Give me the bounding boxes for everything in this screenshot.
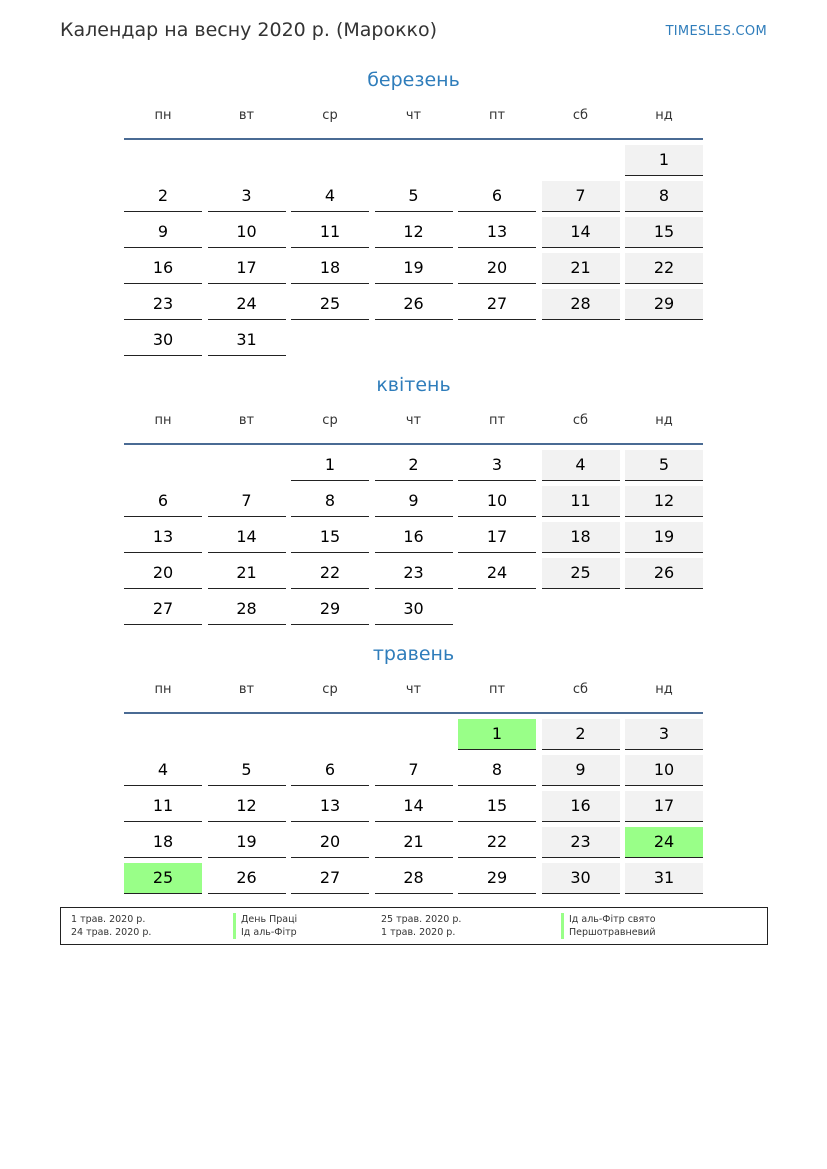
empty-day-cell [208, 145, 286, 176]
weekday-header [124, 678, 703, 712]
empty-day-cell [291, 145, 369, 176]
empty-day-cell [124, 450, 202, 481]
day-cell: 26 [208, 863, 286, 894]
weekday-label: пт [488, 108, 506, 123]
day-cell: 19 [375, 253, 453, 284]
weekday-label: чт [405, 413, 422, 428]
weekday-label: ср [322, 108, 338, 123]
header-divider [124, 712, 703, 714]
day-cell: 30 [542, 863, 620, 894]
day-cell: 11 [542, 486, 620, 517]
day-cell: 2 [375, 450, 453, 481]
day-cell: 22 [458, 827, 536, 858]
day-cell: 16 [375, 522, 453, 553]
empty-day-cell [458, 145, 536, 176]
day-cell: 1 [291, 450, 369, 481]
header-divider [124, 138, 703, 140]
weekday-label: нд [655, 108, 673, 123]
day-cell: 26 [375, 289, 453, 320]
legend-date: 25 трав. 2020 р. [381, 914, 462, 925]
weekday-label: сб [572, 413, 589, 428]
empty-day-cell [458, 594, 536, 625]
week-row [124, 791, 703, 827]
day-cell: 18 [291, 253, 369, 284]
day-cell: 7 [208, 486, 286, 517]
day-cell: 4 [291, 181, 369, 212]
day-cell: 8 [458, 755, 536, 786]
month-name: квітень [376, 374, 451, 396]
weekday-label: нд [655, 413, 673, 428]
day-cell: 20 [458, 253, 536, 284]
day-cell: 24 [625, 827, 703, 858]
weekday-label: чт [405, 108, 422, 123]
day-cell: 22 [291, 558, 369, 589]
day-cell: 14 [542, 217, 620, 248]
empty-day-cell [542, 594, 620, 625]
day-cell: 5 [208, 755, 286, 786]
empty-day-cell [375, 145, 453, 176]
day-cell: 25 [291, 289, 369, 320]
empty-day-cell [542, 325, 620, 356]
day-cell: 10 [625, 755, 703, 786]
day-cell: 7 [542, 181, 620, 212]
empty-day-cell [625, 594, 703, 625]
day-cell: 1 [625, 145, 703, 176]
legend-holiday-name: День Праці [233, 913, 297, 926]
day-cell: 13 [458, 217, 536, 248]
weekday-label: сб [572, 682, 589, 697]
empty-day-cell [375, 719, 453, 750]
weekday-label: пт [488, 413, 506, 428]
day-cell: 27 [124, 594, 202, 625]
day-cell: 17 [208, 253, 286, 284]
week-row [124, 486, 703, 522]
day-cell: 8 [291, 486, 369, 517]
legend-holiday-name: Ід аль-Фітр свято [561, 913, 656, 926]
holiday-legend [60, 907, 768, 945]
day-cell: 5 [375, 181, 453, 212]
weekday-header [124, 409, 703, 443]
header-divider [124, 443, 703, 445]
day-cell: 24 [208, 289, 286, 320]
day-cell: 9 [124, 217, 202, 248]
legend-date: 24 трав. 2020 р. [71, 927, 152, 938]
day-cell: 28 [208, 594, 286, 625]
day-cell: 9 [542, 755, 620, 786]
day-cell: 30 [124, 325, 202, 356]
week-row [124, 827, 703, 863]
legend-holiday-name: Першотравневий [561, 926, 656, 939]
day-cell: 9 [375, 486, 453, 517]
week-row [124, 217, 703, 253]
week-row [124, 325, 703, 361]
day-cell: 13 [291, 791, 369, 822]
week-row [124, 145, 703, 181]
day-cell: 12 [625, 486, 703, 517]
weekday-label: пн [154, 413, 172, 428]
legend-date: 1 трав. 2020 р. [381, 927, 456, 938]
week-row [124, 289, 703, 325]
day-cell: 5 [625, 450, 703, 481]
day-cell: 12 [375, 217, 453, 248]
legend-holiday-name: Ід аль-Фітр [233, 926, 297, 939]
day-cell: 2 [124, 181, 202, 212]
day-cell: 28 [542, 289, 620, 320]
page-title: Календар на весну 2020 р. (Марокко) [60, 19, 438, 41]
day-cell: 14 [208, 522, 286, 553]
empty-day-cell [291, 325, 369, 356]
day-cell: 18 [542, 522, 620, 553]
day-cell: 28 [375, 863, 453, 894]
day-cell: 2 [542, 719, 620, 750]
empty-day-cell [625, 325, 703, 356]
day-cell: 21 [375, 827, 453, 858]
weekday-label: пн [154, 108, 172, 123]
day-cell: 11 [291, 217, 369, 248]
day-cell: 12 [208, 791, 286, 822]
day-cell: 30 [375, 594, 453, 625]
day-cell: 20 [124, 558, 202, 589]
day-cell: 24 [458, 558, 536, 589]
day-cell: 16 [542, 791, 620, 822]
day-cell: 21 [208, 558, 286, 589]
weekday-label: вт [238, 108, 255, 123]
day-cell: 3 [625, 719, 703, 750]
weekday-label: вт [238, 413, 255, 428]
day-cell: 17 [625, 791, 703, 822]
day-cell: 31 [625, 863, 703, 894]
day-cell: 6 [458, 181, 536, 212]
day-cell: 16 [124, 253, 202, 284]
weekday-label: нд [655, 682, 673, 697]
day-cell: 10 [458, 486, 536, 517]
week-row [124, 522, 703, 558]
day-cell: 4 [542, 450, 620, 481]
day-cell: 1 [458, 719, 536, 750]
weekday-label: пт [488, 682, 506, 697]
day-cell: 8 [625, 181, 703, 212]
day-cell: 25 [124, 863, 202, 894]
weekday-label: ср [322, 413, 338, 428]
weekday-label: чт [405, 682, 422, 697]
day-cell: 6 [124, 486, 202, 517]
day-cell: 23 [124, 289, 202, 320]
empty-day-cell [124, 145, 202, 176]
month-name: березень [367, 69, 460, 91]
day-cell: 29 [625, 289, 703, 320]
day-cell: 25 [542, 558, 620, 589]
legend-row [61, 926, 767, 939]
day-cell: 27 [291, 863, 369, 894]
day-cell: 22 [625, 253, 703, 284]
week-row [124, 594, 703, 630]
day-cell: 27 [458, 289, 536, 320]
empty-day-cell [291, 719, 369, 750]
empty-day-cell [375, 325, 453, 356]
day-cell: 21 [542, 253, 620, 284]
day-cell: 15 [458, 791, 536, 822]
day-cell: 17 [458, 522, 536, 553]
day-cell: 3 [458, 450, 536, 481]
day-cell: 19 [208, 827, 286, 858]
day-cell: 3 [208, 181, 286, 212]
month-calendar [124, 373, 703, 630]
day-cell: 15 [625, 217, 703, 248]
site-brand-link[interactable]: TIMESLES.COM [665, 24, 767, 39]
week-row [124, 181, 703, 217]
empty-day-cell [208, 450, 286, 481]
weekday-label: пн [154, 682, 172, 697]
weekday-label: вт [238, 682, 255, 697]
legend-date: 1 трав. 2020 р. [71, 914, 146, 925]
day-cell: 23 [375, 558, 453, 589]
day-cell: 11 [124, 791, 202, 822]
day-cell: 15 [291, 522, 369, 553]
week-row [124, 719, 703, 755]
week-row [124, 253, 703, 289]
day-cell: 26 [625, 558, 703, 589]
day-cell: 20 [291, 827, 369, 858]
day-cell: 31 [208, 325, 286, 356]
weekday-header [124, 104, 703, 138]
weekday-label: сб [572, 108, 589, 123]
day-cell: 29 [458, 863, 536, 894]
month-calendar [124, 642, 703, 899]
day-cell: 13 [124, 522, 202, 553]
empty-day-cell [124, 719, 202, 750]
day-cell: 18 [124, 827, 202, 858]
month-name: травень [372, 643, 455, 665]
legend-row [61, 913, 767, 926]
day-cell: 6 [291, 755, 369, 786]
week-row [124, 755, 703, 791]
week-row [124, 450, 703, 486]
empty-day-cell [458, 325, 536, 356]
weekday-label: ср [322, 682, 338, 697]
day-cell: 19 [625, 522, 703, 553]
day-cell: 4 [124, 755, 202, 786]
day-cell: 23 [542, 827, 620, 858]
day-cell: 7 [375, 755, 453, 786]
day-cell: 29 [291, 594, 369, 625]
month-calendar [124, 68, 703, 361]
empty-day-cell [542, 145, 620, 176]
empty-day-cell [208, 719, 286, 750]
day-cell: 14 [375, 791, 453, 822]
day-cell: 10 [208, 217, 286, 248]
week-row [124, 558, 703, 594]
week-row [124, 863, 703, 899]
